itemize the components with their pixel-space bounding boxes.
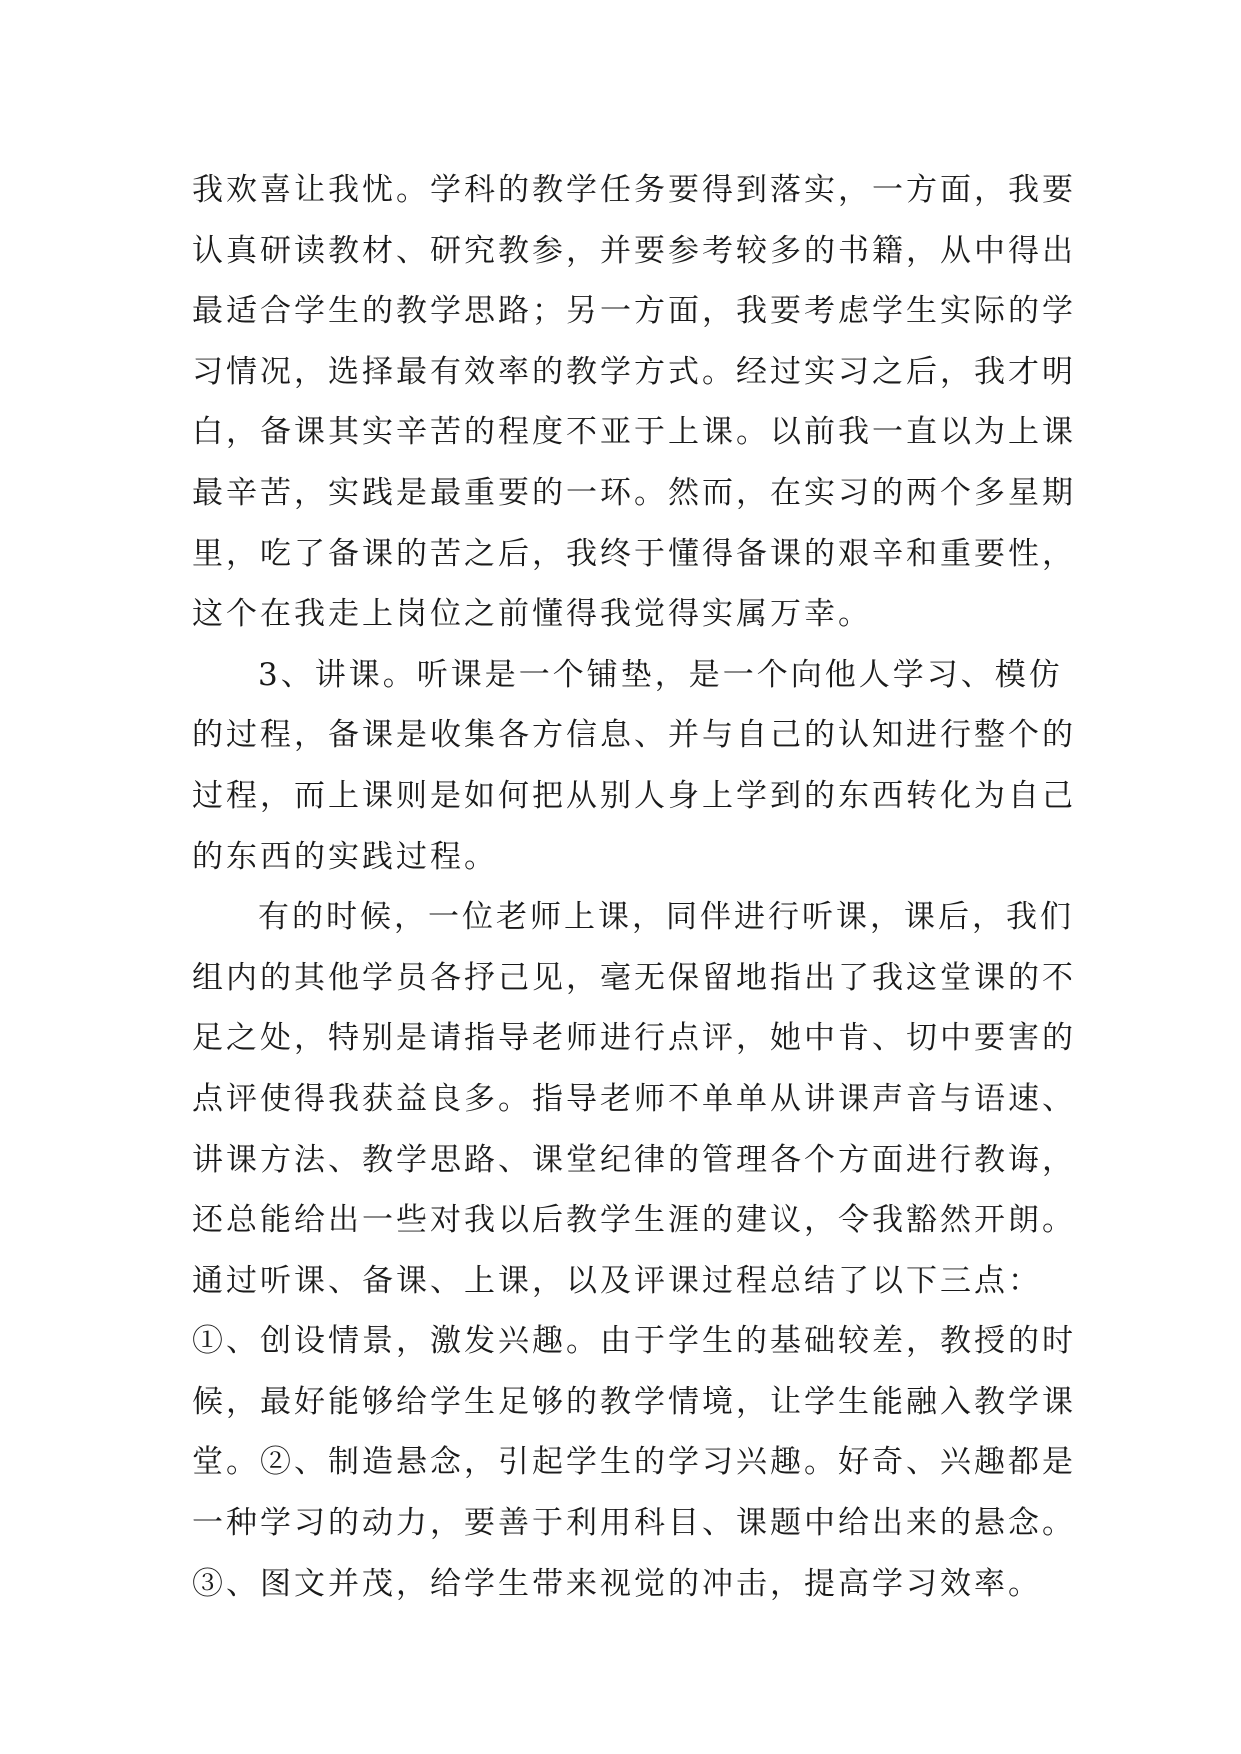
text-line: 通过听课、备课、上课，以及评课过程总结了以下三点：	[192, 1262, 1042, 1299]
text-line: 过程，而上课则是如何把从别人身上学到的东西转化为自己	[192, 777, 1076, 814]
text-line: 点评使得我获益良多。指导老师不单单从讲课声音与语速、	[192, 1080, 1076, 1117]
text-line: 白，备课其实辛苦的程度不亚于上课。以前我一直以为上课	[192, 414, 1076, 451]
text-line: ①、创设情景，激发兴趣。由于学生的基础较差，教授的时	[192, 1323, 1076, 1360]
text-line: 最辛苦，实践是最重要的一环。然而，在实习的两个多星期	[192, 474, 1076, 511]
text-line: 组内的其他学员各抒己见，毫无保留地指出了我这堂课的不	[192, 959, 1076, 996]
paragraph-start-line: 3、讲课。听课是一个铺垫，是一个向他人学习、模仿	[258, 656, 1063, 693]
text-line: 习情况，选择最有效率的教学方式。经过实习之后，我才明	[192, 353, 1076, 390]
text-line: 最适合学生的教学思路；另一方面，我要考虑学生实际的学	[192, 293, 1076, 330]
paragraph-start-line: 有的时候，一位老师上课，同伴进行听课，课后，我们	[258, 899, 1074, 936]
text-line: 讲课方法、教学思路、课堂纪律的管理各个方面进行教诲，	[192, 1141, 1076, 1178]
text-line: 足之处，特别是请指导老师进行点评，她中肯、切中要害的	[192, 1020, 1076, 1057]
text-line: 我欢喜让我忧。学科的教学任务要得到落实，一方面，我要	[192, 172, 1076, 208]
text-line: 里，吃了备课的苦之后，我终于懂得备课的艰辛和重要性，	[192, 535, 1076, 572]
text-line: 候，最好能够给学生足够的教学情境，让学生能融入教学课	[192, 1383, 1076, 1420]
document-body	[192, 160, 1076, 1614]
text-line: 的东西的实践过程。	[192, 838, 498, 875]
text-line: 还总能给出一些对我以后教学生涯的建议，令我豁然开朗。	[192, 1202, 1076, 1239]
text-line: 堂。②、制造悬念，引起学生的学习兴趣。好奇、兴趣都是	[192, 1444, 1076, 1481]
text-line: 的过程，备课是收集各方信息、并与自己的认知进行整个的	[192, 717, 1076, 754]
text-line: 这个在我走上岗位之前懂得我觉得实属万幸。	[192, 596, 872, 633]
text-line: 认真研读教材、研究教参，并要参考较多的书籍，从中得出	[192, 232, 1076, 269]
text-line: ③、图文并茂，给学生带来视觉的冲击，提高学习效率。	[192, 1565, 1042, 1602]
text-line: 一种学习的动力，要善于利用科目、课题中给出来的悬念。	[192, 1505, 1076, 1542]
